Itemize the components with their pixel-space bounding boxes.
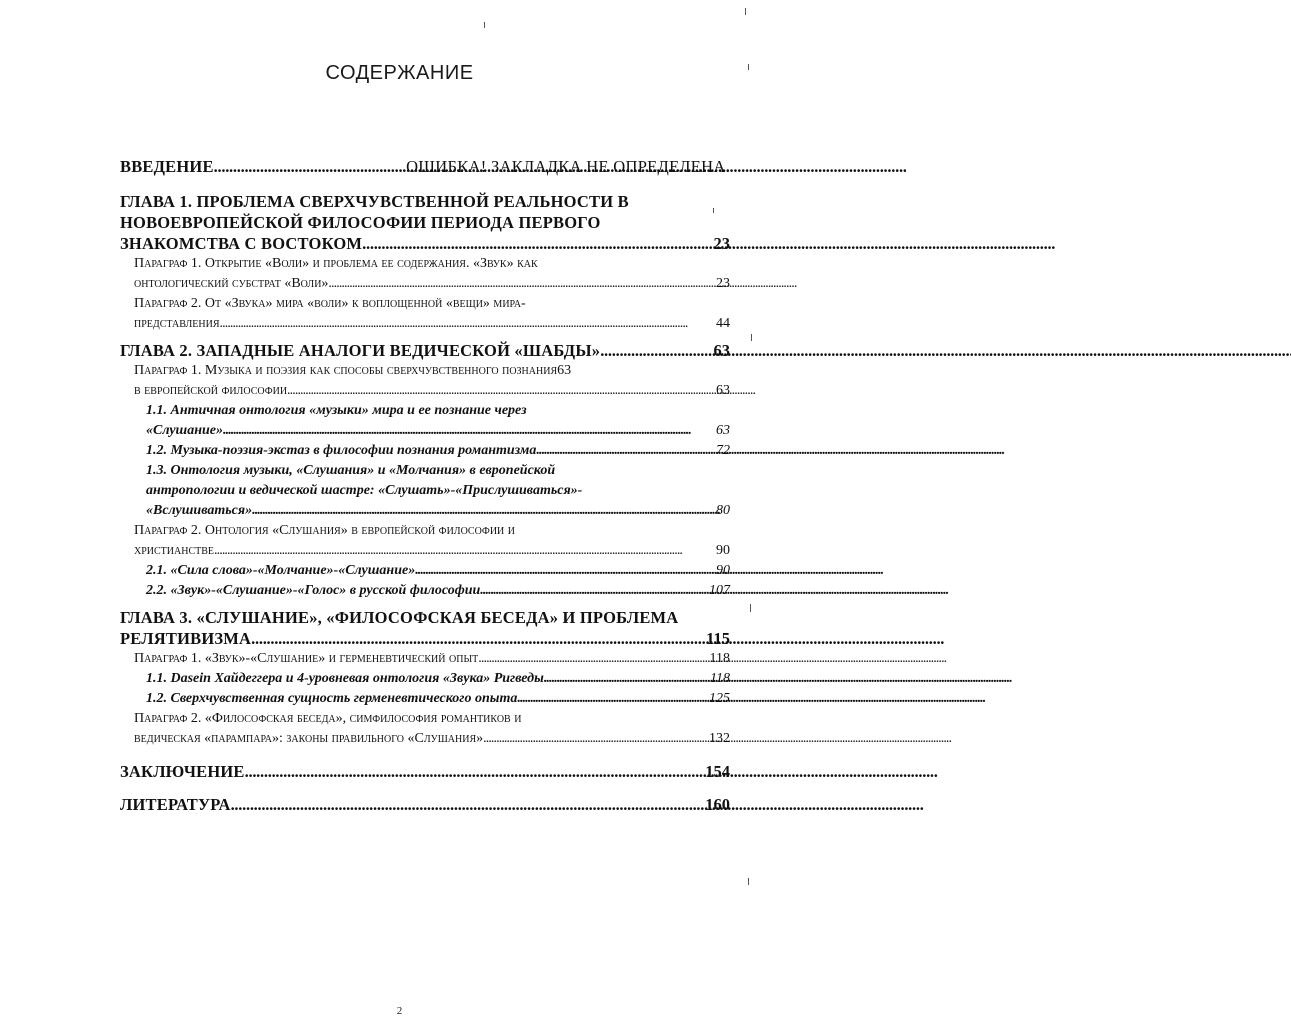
scan-speck	[748, 878, 749, 885]
toc-entry-line	[134, 274, 730, 294]
toc-page-number: 107	[709, 583, 730, 598]
toc-entry-text: Параграф 2. Онтология «Слушания» в европейской философии и	[134, 523, 515, 538]
toc-entry-line	[134, 729, 730, 749]
dot-leader	[214, 541, 715, 561]
toc-page-number: 90	[716, 563, 730, 578]
toc-entry-text: Параграф 1. Открытие «Воли» и проблема ее содержания. «Звук» как	[134, 256, 538, 271]
toc-subsection[interactable]	[146, 561, 730, 581]
table-of-contents	[120, 156, 730, 815]
toc-entry-text: ГЛАВА 3. «СЛУШАНИЕ», «ФИЛОСОФСКАЯ БЕСЕДА» И ПРОБЛЕМА	[120, 608, 679, 627]
dot-leader	[415, 561, 715, 581]
dot-leader	[483, 729, 708, 749]
page-title: СОДЕРЖАНИЕ	[325, 62, 474, 84]
toc-entry-line	[120, 233, 730, 254]
toc-paragraph[interactable]	[134, 294, 730, 334]
toc-entry-text: 2.1. «Сила слова»-«Молчание»-«Слушание»	[146, 563, 416, 578]
toc-entry-line	[134, 314, 730, 334]
toc-page-number: 118	[710, 671, 730, 686]
dot-leader	[245, 761, 705, 782]
toc-entry-text: НОВОЕВРОПЕЙСКОЙ ФИЛОСОФИИ ПЕРИОДА ПЕРВОГО	[120, 213, 601, 232]
toc-entry-line	[134, 541, 730, 561]
toc-page-number: ОШИБКА! ЗАКЛАДКА НЕ ОПРЕДЕЛЕНА.	[406, 157, 730, 176]
toc-entry-text: 1.2. Музыка-поэзия-экстаз в философии познания романтизма	[146, 443, 537, 458]
toc-entry-line	[120, 628, 730, 649]
dot-leader	[517, 689, 708, 709]
dot-leader	[600, 340, 712, 361]
toc-entry-text: Параграф 1. «Звук»-«Слушание» и герменевтический опыт	[134, 651, 479, 666]
toc-page-number: 118	[709, 651, 730, 666]
toc-subsection[interactable]	[146, 669, 730, 689]
toc-entry-line	[146, 421, 730, 441]
toc-page-number: 23	[716, 276, 730, 291]
toc-entry-text: ВВЕДЕНИЕ	[120, 157, 214, 176]
toc-subsection[interactable]	[146, 441, 730, 461]
toc-entry-line	[134, 381, 730, 401]
dot-leader	[328, 274, 715, 294]
toc-page-number: 132	[709, 731, 730, 746]
toc-entry-line	[120, 340, 730, 361]
toc-entry-text: ЗАКЛЮЧЕНИЕ	[120, 762, 245, 781]
toc-entry-text: 1.3. Онтология музыки, «Слушания» и «Молчания» в европейской	[146, 463, 556, 478]
toc-page-number: 80	[716, 503, 730, 518]
dot-leader	[480, 581, 708, 601]
dot-leader	[223, 421, 715, 441]
dot-leader	[478, 649, 708, 669]
toc-chapter[interactable]	[120, 156, 730, 177]
toc-paragraph[interactable]	[134, 254, 730, 294]
toc-chapter[interactable]	[120, 191, 730, 254]
dot-leader	[544, 669, 709, 689]
toc-entry-text: 1.1. Dasein Хайдеггера и 4-уровневая онтология «Звука» Ригведы	[146, 671, 544, 686]
scan-speck	[713, 208, 714, 213]
toc-paragraph[interactable]	[134, 649, 730, 669]
toc-entry-text: онтологический субстрат «Воли»	[134, 276, 329, 291]
toc-entry-line	[120, 156, 730, 177]
toc-entry-line	[146, 581, 730, 601]
toc-chapter[interactable]	[120, 761, 730, 782]
toc-paragraph[interactable]	[134, 361, 730, 401]
page-number: 2	[396, 1005, 403, 1017]
toc-page-number: 154	[705, 762, 730, 781]
scan-speck	[751, 334, 752, 341]
toc-page-number: 44	[716, 316, 730, 331]
toc-entry-text: 2.2. «Звук»-«Слушание»-«Голос» в русской философии	[146, 583, 481, 598]
toc-entry-line	[146, 561, 730, 581]
spacer	[120, 749, 730, 761]
toc-entry-line	[146, 441, 730, 461]
dot-leader	[362, 233, 712, 254]
toc-entry-text: Параграф 2. «Философская беседа», симфилософия романтиков и	[134, 711, 522, 726]
toc-entry-text: представления	[134, 316, 220, 331]
toc-entry-line	[120, 794, 730, 815]
dot-leader	[214, 156, 405, 177]
toc-entry-text: ЛИТЕРАТУРА	[120, 795, 231, 814]
dot-leader	[251, 628, 705, 649]
toc-entry-text: «Слушание»	[146, 423, 223, 438]
dot-leader	[252, 501, 715, 521]
toc-subsection[interactable]	[146, 461, 730, 521]
dot-leader	[231, 794, 705, 815]
toc-chapter[interactable]	[120, 607, 730, 649]
toc-entry-text: Параграф 2. От «Звука» мира «воли» к воплощенной «вещи» мира-	[134, 296, 526, 311]
toc-chapter[interactable]	[120, 340, 730, 361]
toc-entry-line	[134, 649, 730, 669]
toc-entry-line	[120, 761, 730, 782]
toc-page-number: 63	[713, 341, 730, 360]
toc-paragraph[interactable]	[134, 521, 730, 561]
toc-entry-text: ведическая «парампара»: законы правильного «Слушания»	[134, 731, 484, 746]
toc-paragraph[interactable]	[134, 709, 730, 749]
scan-speck	[750, 604, 751, 612]
toc-entry-text: 1.1. Античная онтология «музыки» мира и ее познание через	[146, 403, 527, 418]
dot-leader	[220, 314, 715, 334]
toc-entry-text: христианстве	[134, 543, 215, 558]
dot-leader	[287, 381, 715, 401]
toc-page-number: 160	[705, 795, 730, 814]
toc-entry-line	[146, 669, 730, 689]
toc-page-number: 115	[706, 629, 730, 648]
toc-entry-text: Параграф 1. Музыка и поэзия как способы сверхчувственного познания63	[134, 363, 572, 378]
toc-entry-text: 1.2. Сверхчувственная сущность герменевтического опыта	[146, 691, 518, 706]
toc-page-number: 23	[713, 234, 730, 253]
toc-entry-text: в европейской философии	[134, 383, 288, 398]
toc-page-number: 90	[716, 543, 730, 558]
toc-entry-text: «Вслушиваться»	[146, 503, 253, 518]
dot-leader	[536, 441, 715, 461]
scan-speck	[484, 22, 485, 28]
toc-page-number: 63	[716, 423, 730, 438]
toc-page-number: 63	[716, 383, 730, 398]
toc-subsection[interactable]	[146, 401, 730, 441]
toc-entry-text: ГЛАВА 2. ЗАПАДНЫЕ АНАЛОГИ ВЕДИЧЕСКОЙ «ШАБДЫ»	[120, 341, 601, 360]
spacer	[120, 782, 730, 794]
toc-page-number: 125	[709, 691, 730, 706]
toc-entry-text: РЕЛЯТИВИЗМА	[120, 629, 252, 648]
toc-subsection[interactable]	[146, 581, 730, 601]
scan-speck	[748, 64, 749, 70]
toc-entry-line	[146, 689, 730, 709]
scan-speck	[745, 8, 746, 15]
toc-entry-text: антропологии и ведической шастре: «Слушать»-«Прислушиваться»-	[146, 483, 583, 498]
toc-entry-text: ГЛАВА 1. ПРОБЛЕМА СВЕРХЧУВСТВЕННОЙ РЕАЛЬНОСТИ В	[120, 192, 629, 211]
toc-chapter[interactable]	[120, 794, 730, 815]
toc-entry-line	[146, 501, 730, 521]
toc-entry-text: ЗНАКОМСТВА С ВОСТОКОМ	[120, 234, 363, 253]
toc-page-number: 72	[716, 443, 730, 458]
toc-subsection[interactable]	[146, 689, 730, 709]
